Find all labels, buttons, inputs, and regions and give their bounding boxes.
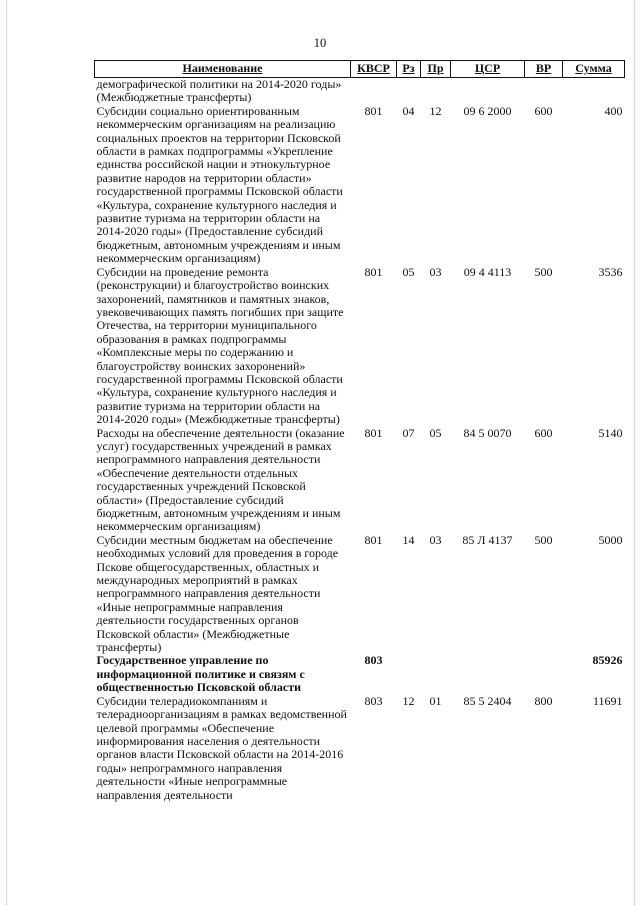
cell-sum: 11691 [592,693,623,708]
cell-csr [451,654,525,694]
cell-pr: 03 [429,532,442,547]
cell-kvsr [351,78,397,105]
cell-name: Субсидии на проведение ремонта (реконструкции) и благоустройство воинских захоронений, памятников и памятных знаков, увековечивающих память погибших при защите Отечества, на территории муниципального образования в рамках подпрограммы «Комплексные меры по содержанию и благоустройству воинских захоронений» государственной программы Псковской области «Культура, сохранение культурного наследия и развитие туризма на территории области на 2014-2020 годы» (Межбюджетные трансферты) [96,264,344,427]
table-row [95,105,625,266]
cell-vr: 500 [534,532,553,547]
cell-kvsr: 803 [364,693,383,708]
table-row [95,654,625,694]
cell-rz: 04 [402,103,415,118]
header-csr: ЦСР [451,61,525,78]
cell-sum [563,78,625,105]
cell-vr [525,654,563,694]
header-vr: ВР [525,61,563,78]
header-rz: Рз [397,61,421,78]
cell-csr: 85 Л 4137 [462,532,513,547]
header-name: Наименование [95,61,351,78]
cell-sum: 5140 [598,425,623,440]
cell-vr: 600 [534,425,553,440]
cell-rz: 12 [402,693,415,708]
cell-sum: 5000 [598,532,623,547]
header-pr: Пр [421,61,451,78]
cell-vr: 800 [534,693,553,708]
cell-rz: 05 [402,264,415,279]
cell-vr: 500 [534,264,553,279]
cell-rz: 14 [402,532,415,547]
cell-rz: 07 [402,425,415,440]
cell-pr: 05 [429,425,442,440]
left-margin-line [6,0,8,905]
header-kvsr: КВСР [351,61,397,78]
right-margin-line [634,0,636,905]
cell-csr [451,78,525,105]
cell-vr [525,78,563,105]
cell-name: демографической политики на 2014-2020 годы» (Межбюджетные трансферты) [96,77,342,105]
cell-kvsr: 801 [364,425,383,440]
table-row [95,78,625,105]
cell-csr: 09 6 2000 [463,103,512,118]
cell-pr: 12 [429,103,442,118]
cell-kvsr: 803 [364,653,383,668]
page-number: 10 [313,36,327,50]
cell-name: Субсидии социально ориентированным некоммерческим организациям на реализацию социальных проектов на территории Псковской области в рамках подпрограммы «Укрепление единства российской нации и этнокультурное развитие народов на территории области» государственной программы Псковской области «Культура, сохранение культурного наследия и развитие туризма на территории области на 2014-2020 годы» (Предоставление субсидий бюджетным, автономным учреждениям и иным некоммерческим организациям) [96,103,343,266]
cell-sum: 85926 [592,653,623,668]
cell-pr: 01 [429,693,442,708]
cell-name: Субсидии телерадиокомпаниям и телерадиоорганизациям в рамках ведомственной целевой программы «Обеспечение информирования населения о деятельности органов власти Псковской области на 2014-2016 годы» непрограммного направления деятельности «Иные непрограммные направления деятельности [96,693,347,802]
table-row [95,427,625,534]
cell-kvsr: 801 [364,103,383,118]
cell-kvsr: 801 [364,264,383,279]
cell-rz [397,654,421,694]
table-row [95,266,625,427]
cell-kvsr: 801 [364,532,383,547]
table-header [95,61,625,78]
cell-pr [421,654,451,694]
cell-csr: 84 5 0070 [463,425,512,440]
cell-sum: 400 [604,103,623,118]
cell-name: Субсидии местным бюджетам на обеспечение необходимых условий для проведения в городе Пскове общегосударственных, областных и международных мероприятий в рамках непрограммного направления деятельности «Иные непрограммные направления деятельности государственных органов Псковской области» (Межбюджетные трансферты) [96,532,339,655]
cell-csr: 09 4 4113 [463,264,512,279]
cell-pr [421,78,451,105]
cell-vr: 600 [534,103,553,118]
table-body [95,78,625,802]
table-row [95,695,625,802]
cell-csr: 85 5 2404 [463,693,512,708]
cell-pr: 03 [429,264,442,279]
cell-name: Государственное управление по информационной политике и связям с общественностью Псковской области [96,653,305,695]
header-row [95,61,625,78]
cell-name: Расходы на обеспечение деятельности (оказание услуг) государственных учреждений в рамках непрограммного направления деятельности «Обеспечение деятельности отдельных государственных учреждений Псковской области» (Предоставление субсидий бюджетным, автономным учреждениям и иным некоммерческим организациям) [96,425,345,534]
cell-rz [397,78,421,105]
table-row [95,534,625,655]
budget-table [94,60,625,802]
cell-sum: 3536 [598,264,623,279]
header-sum: Сумма [563,61,625,78]
